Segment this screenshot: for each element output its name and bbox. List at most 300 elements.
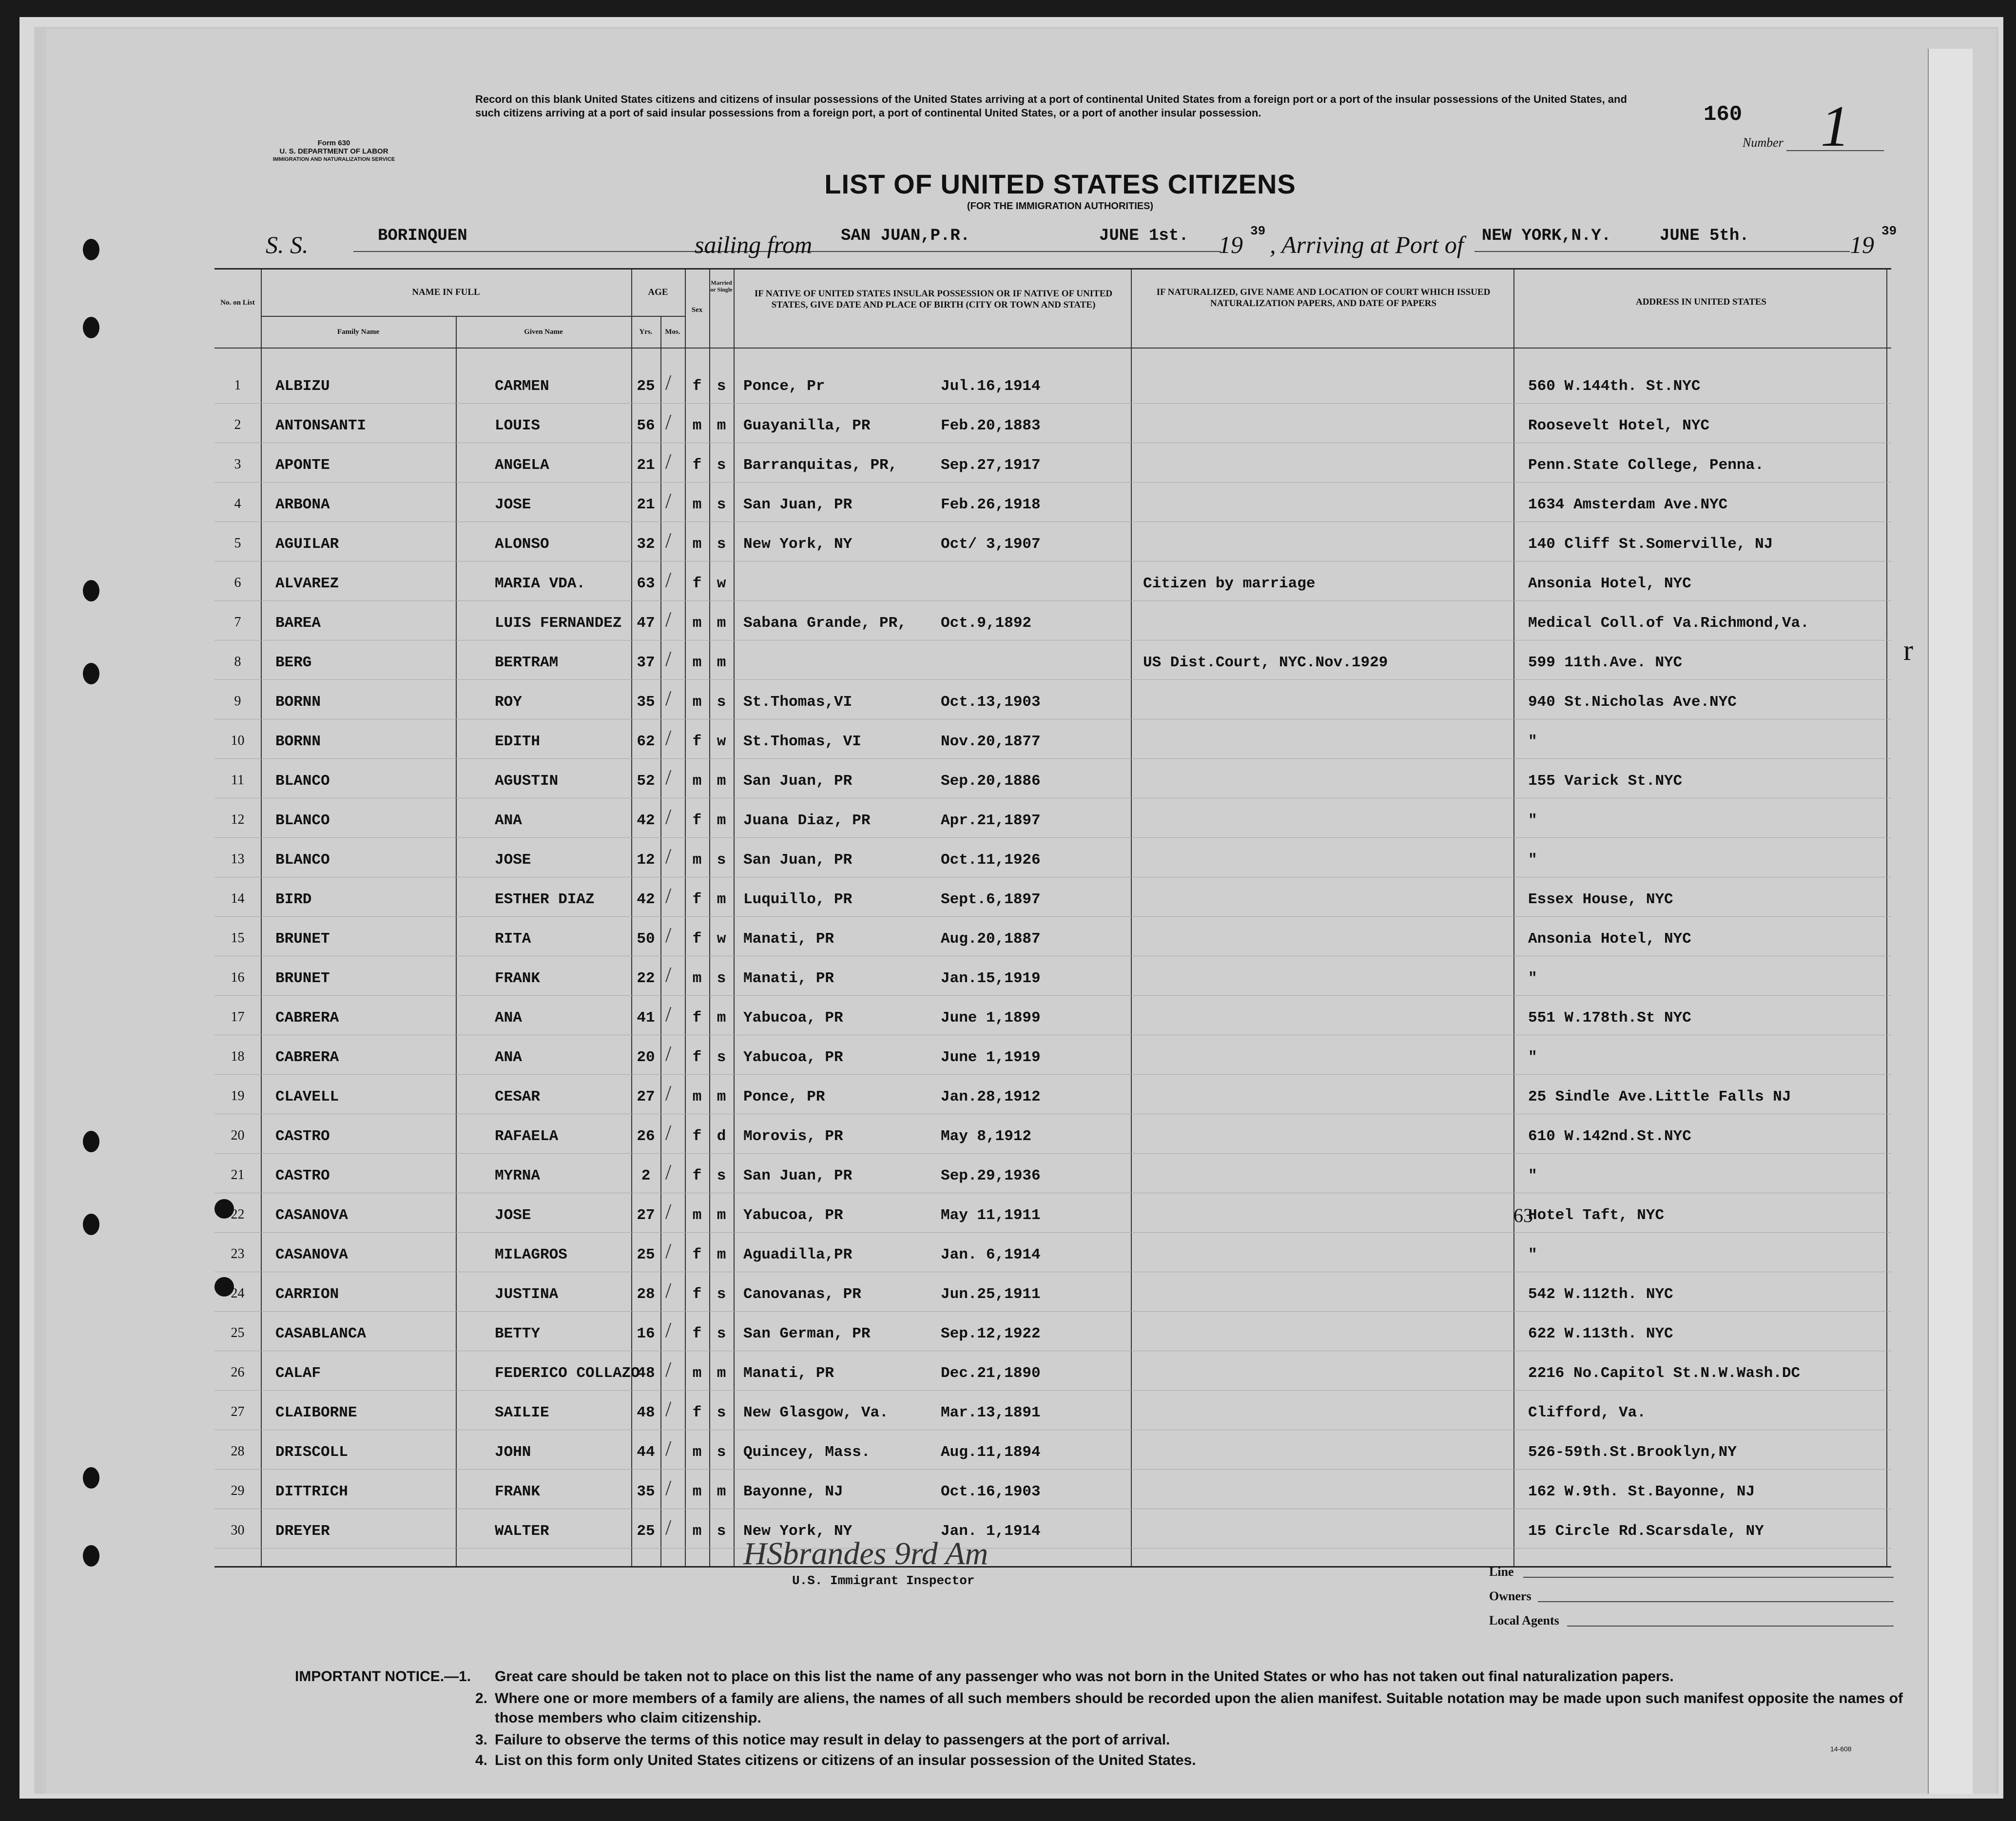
sail-year: 39 [1250, 224, 1266, 238]
cell-date: Jul.16,1914 [941, 378, 1041, 395]
cell-yrs: 20 [637, 1049, 655, 1066]
cell-family: DREYER [275, 1523, 330, 1540]
cell-ms: w [717, 930, 726, 948]
cell-addr: 1634 Amsterdam Ave.NYC [1528, 496, 1728, 513]
cell-addr: Hotel Taft, NYC [1528, 1207, 1665, 1224]
cell-yrs: 12 [637, 852, 655, 869]
cell-sex: m [692, 654, 702, 671]
cell-no: 23 [231, 1246, 245, 1261]
cell-given: ROY [495, 694, 522, 711]
manifest-sheet [46, 29, 1996, 1794]
cell-date: Jan.28,1912 [941, 1088, 1041, 1105]
cell-addr: " [1528, 812, 1537, 829]
header-given: Given Name [524, 328, 563, 336]
cell-yrs: 25 [637, 1246, 655, 1263]
tally-mark: / [665, 1515, 672, 1539]
cell-date: Jan.15,1919 [941, 970, 1041, 987]
cell-addr: Clifford, Va. [1528, 1404, 1646, 1421]
notice-title: IMPORTANT NOTICE.—1. [295, 1668, 471, 1685]
cell-family: CASABLANCA [275, 1325, 367, 1342]
cell-given: ALONSO [495, 536, 549, 553]
table-row [214, 604, 1891, 642]
cell-family: CASANOVA [275, 1207, 348, 1224]
cell-ms: m [717, 1009, 726, 1027]
cell-ms: s [717, 1523, 726, 1540]
cell-ms: s [717, 1286, 726, 1303]
cell-given: FRANK [495, 970, 541, 987]
cell-ms: m [717, 812, 726, 829]
cell-date: Aug.20,1887 [941, 930, 1041, 948]
cell-given: LOUIS [495, 417, 541, 434]
cell-addr: 560 W.144th. St.NYC [1528, 378, 1701, 395]
cell-family: CLAIBORNE [275, 1404, 357, 1421]
notice-item: 3. Failure to observe the terms of this notice may result in delay to passengers at the port of arrival. [475, 1732, 1170, 1748]
tally-mark: / [665, 1002, 672, 1026]
cell-ms: m [717, 1088, 726, 1105]
header-sex: Sex [691, 306, 703, 314]
cell-place: Sabana Grande, PR, [743, 615, 907, 632]
row-rule [214, 758, 1891, 759]
cell-addr: " [1528, 1246, 1537, 1263]
cell-place: Yabucoa, PR [743, 1207, 843, 1224]
cell-place: Manati, PR [743, 1365, 834, 1382]
cell-date: May 11,1911 [941, 1207, 1041, 1224]
table-row [214, 1117, 1891, 1155]
cell-date: June 1,1919 [941, 1049, 1041, 1066]
tally-mark: / [665, 963, 672, 987]
service-name: IMMIGRATION AND NATURALIZATION SERVICE [272, 156, 395, 162]
tally-mark: / [665, 805, 672, 829]
cell-addr: " [1528, 733, 1537, 750]
cell-sex: m [692, 694, 702, 711]
row-rule [214, 1074, 1891, 1075]
cell-date: Sep.29,1936 [941, 1167, 1041, 1184]
cell-addr: Essex House, NYC [1528, 891, 1673, 908]
cell-family: ALVAREZ [275, 575, 339, 592]
cell-date: May 8,1912 [941, 1128, 1032, 1145]
cell-place: Ponce, Pr [743, 378, 825, 395]
table-row [214, 841, 1891, 879]
cell-ms: s [717, 496, 726, 513]
cell-ms: s [717, 1049, 726, 1066]
arriving-label: , Arriving at Port of [1270, 231, 1464, 258]
punch-hole [83, 239, 99, 260]
table-row [214, 1394, 1891, 1432]
cell-no: 12 [231, 812, 245, 827]
cell-given: MYRNA [495, 1167, 541, 1184]
cell-addr: Ansonia Hotel, NYC [1528, 930, 1691, 948]
cell-ms: m [717, 1483, 726, 1500]
cell-yrs: 26 [637, 1128, 655, 1145]
cell-yrs: 35 [637, 694, 655, 711]
cell-given: LUIS FERNANDEZ [495, 615, 622, 632]
cell-no: 7 [234, 615, 241, 630]
header-mos: Mos. [665, 328, 680, 336]
punch-hole [83, 1131, 99, 1152]
arrival-year-prefix: 19 [1850, 231, 1874, 258]
cell-date: Mar.13,1891 [941, 1404, 1041, 1421]
cell-addr: " [1528, 970, 1537, 987]
row-rule [214, 679, 1891, 680]
cell-family: BRUNET [275, 930, 330, 948]
owners-underline [1538, 1601, 1894, 1602]
cell-family: DRISCOLL [275, 1444, 348, 1461]
agents-label: Local Agents [1489, 1613, 1559, 1627]
cell-place: Ponce, PR [743, 1088, 825, 1105]
cell-family: APONTE [275, 457, 330, 474]
cell-family: BIRD [275, 891, 312, 908]
agents-underline [1567, 1626, 1894, 1627]
cell-yrs: 48 [637, 1404, 655, 1421]
tally-mark: / [665, 410, 672, 434]
cell-yrs: 52 [637, 773, 655, 790]
header-marital: Married or Single [710, 279, 733, 293]
row-rule [214, 1311, 1891, 1312]
cell-family: BLANCO [275, 773, 330, 790]
page-title: LIST OF UNITED STATES CITIZENS [824, 169, 1296, 199]
cell-yrs: 27 [637, 1207, 655, 1224]
cell-no: 13 [231, 852, 245, 867]
table-row [214, 485, 1891, 523]
cell-family: CASTRO [275, 1128, 330, 1145]
cell-place: St.Thomas, VI [743, 733, 861, 750]
cell-ms: m [717, 1365, 726, 1382]
header-address: ADDRESS IN UNITED STATES [1635, 297, 1766, 307]
cell-given: RAFAELA [495, 1128, 559, 1145]
notice-item: 2. Where one or more members of a family are aliens, the names of all such members should be recorded upon the alien manifest. Suitable notation may be made upon such manifest opposite the names of those members who claim citizenship. [475, 1690, 1903, 1726]
tally-mark: / [665, 568, 672, 592]
table-row [214, 1038, 1891, 1076]
cell-family: CALAF [275, 1365, 321, 1382]
stock-code: 14-608 [1830, 1745, 1852, 1753]
cell-no: 15 [231, 930, 245, 946]
cell-yrs: 48 [637, 1365, 655, 1382]
row-rule [214, 561, 1891, 562]
cell-sex: m [692, 1483, 702, 1500]
tally-mark: / [665, 1042, 672, 1065]
tally-mark: / [665, 1436, 672, 1460]
cell-ms: s [717, 536, 726, 553]
cell-given: BERTRAM [495, 654, 559, 671]
cell-yrs: 25 [637, 1523, 655, 1540]
tally-mark: / [665, 1476, 672, 1500]
cell-place: Manati, PR [743, 930, 834, 948]
punch-hole [83, 1545, 99, 1567]
tally-mark: / [665, 489, 672, 513]
cell-date: Jan. 6,1914 [941, 1246, 1041, 1263]
table-row [214, 880, 1891, 918]
cell-ms: m [717, 1246, 726, 1263]
cell-addr: " [1528, 1167, 1537, 1184]
row-rule [214, 1232, 1891, 1233]
cell-ms: s [717, 457, 726, 474]
cell-sex: f [692, 1246, 702, 1263]
arrival-year: 39 [1881, 224, 1897, 238]
cell-sex: f [692, 891, 702, 908]
cell-family: CASANOVA [275, 1246, 348, 1263]
notice-item: 4. List on this form only United States citizens or citizens of an insular possession of the United States. [475, 1752, 1196, 1768]
cell-addr: Penn.State College, Penna. [1528, 457, 1764, 474]
tally-mark: / [665, 1121, 672, 1144]
header-yrs: Yrs. [639, 328, 653, 336]
cell-addr: 162 W.9th. St.Bayonne, NJ [1528, 1483, 1755, 1500]
cell-no: 24 [231, 1286, 245, 1301]
cell-family: BAREA [275, 615, 321, 632]
table-row [214, 722, 1891, 760]
cell-no: 19 [231, 1088, 245, 1104]
cell-family: CABRERA [275, 1049, 339, 1066]
row-rule [214, 1153, 1891, 1154]
cell-place: Yabucoa, PR [743, 1009, 843, 1027]
cell-given: AGUSTIN [495, 773, 559, 790]
cell-yrs: 63 [637, 575, 655, 592]
cell-sex: f [692, 1167, 702, 1184]
number-handwritten: 1 [1821, 94, 1850, 158]
cell-yrs: 56 [637, 417, 655, 434]
table-row [214, 367, 1891, 405]
cell-given: JOHN [495, 1444, 531, 1461]
cell-place: New York, NY [743, 536, 853, 553]
line-label: Line [1489, 1565, 1514, 1579]
tally-mark: / [665, 1239, 672, 1263]
cell-sex: m [692, 1207, 702, 1224]
cell-yrs: 50 [637, 930, 655, 948]
cell-sex: m [692, 615, 702, 632]
cell-given: ANA [495, 812, 522, 829]
cell-sex: m [692, 496, 702, 513]
cell-place: Morovis, PR [743, 1128, 843, 1145]
cell-yrs: 2 [641, 1167, 651, 1184]
table-row [214, 1315, 1891, 1353]
cell-date: Nov.20,1877 [941, 733, 1041, 750]
cell-addr: Roosevelt Hotel, NYC [1528, 417, 1710, 434]
cell-yrs: 42 [637, 891, 655, 908]
tally-mark: / [665, 1279, 672, 1302]
stamp-number: 160 [1704, 102, 1743, 127]
cell-family: CLAVELL [275, 1088, 339, 1105]
header-age: AGE [648, 287, 668, 297]
ship-underline [353, 251, 909, 252]
table-row [214, 643, 1891, 681]
tally-mark: / [665, 844, 672, 868]
cell-no: 27 [231, 1404, 245, 1419]
cell-place: San Juan, PR [743, 1167, 853, 1184]
tally-mark: / [665, 686, 672, 710]
cell-yrs: 62 [637, 733, 655, 750]
arrival-date-underline [1660, 251, 1850, 252]
tally-mark: / [665, 370, 672, 394]
table-row [214, 683, 1891, 721]
cell-yrs: 21 [637, 496, 655, 513]
tally-mark: / [665, 1357, 672, 1381]
cell-no: 21 [231, 1167, 245, 1182]
passenger-table [214, 268, 1891, 1568]
cell-addr: 551 W.178th.St NYC [1528, 1009, 1691, 1027]
year-prefix: 19 [1219, 231, 1243, 258]
cell-ms: s [717, 970, 726, 987]
cell-given: JOSE [495, 852, 531, 869]
cell-family: ALBIZU [275, 378, 330, 395]
voyage-line [266, 224, 1897, 261]
cell-family: BLANCO [275, 812, 330, 829]
table-row [214, 1275, 1891, 1313]
table-row [214, 762, 1891, 800]
cell-sex: f [692, 1009, 702, 1027]
cell-ms: s [717, 852, 726, 869]
row-rule [214, 1548, 1891, 1549]
cell-no: 10 [231, 733, 245, 748]
cell-sex: f [692, 1049, 702, 1066]
cell-no: 28 [231, 1444, 245, 1459]
tally-mark: / [665, 1318, 672, 1342]
cell-place: San German, PR [743, 1325, 871, 1342]
table-row [214, 801, 1891, 839]
cell-date: Oct.13,1903 [941, 694, 1041, 711]
row-rule [214, 1469, 1891, 1470]
page-subtitle: (FOR THE IMMIGRATION AUTHORITIES) [967, 201, 1154, 212]
cell-no: 11 [231, 773, 244, 788]
inspector-signature: HSbrandes 9rd Am [743, 1536, 989, 1571]
cell-family: CASTRO [275, 1167, 330, 1184]
cell-sex: f [692, 930, 702, 948]
punch-hole [83, 663, 99, 684]
cell-yrs: 21 [637, 457, 655, 474]
cell-given: MARIA VDA. [495, 575, 586, 592]
cell-place: San Juan, PR [743, 773, 853, 790]
cell-ms: s [717, 1325, 726, 1342]
cell-ms: m [717, 417, 726, 434]
tally-mark: / [665, 647, 672, 671]
table-row [214, 1512, 1891, 1550]
form-identification [227, 139, 441, 164]
table-row [214, 1236, 1891, 1274]
header-birth: IF NATIVE OF UNITED STATES INSULAR POSSESSION OR IF NATIVE OF UNITED STATES, GIVE DATE AND PLACE OF BIRTH (CITY OR TOWN AND STATE) [754, 289, 1113, 310]
cell-sex: f [692, 1404, 702, 1421]
cell-given: ANA [495, 1049, 522, 1066]
number-label: Number [1743, 136, 1783, 150]
cell-yrs: 32 [637, 536, 655, 553]
cell-sex: f [692, 812, 702, 829]
cell-place: Juana Diaz, PR [743, 812, 871, 829]
cell-addr: 610 W.142nd.St.NYC [1528, 1128, 1691, 1145]
header-family: Family Name [337, 328, 380, 336]
cell-place: Manati, PR [743, 970, 834, 987]
cell-date: June 1,1899 [941, 1009, 1041, 1027]
cell-place: San Juan, PR [743, 852, 853, 869]
tally-mark: / [665, 1200, 672, 1223]
cell-addr: 140 Cliff St.Somerville, NJ [1528, 536, 1773, 553]
cell-given: EDITH [495, 733, 541, 750]
sailing-label: sailing from [695, 231, 813, 258]
margin-check-mark: r [1903, 634, 1913, 666]
cell-yrs: 16 [637, 1325, 655, 1342]
header-bottom-rule [214, 348, 1891, 349]
cell-addr: 15 Circle Rd.Scarsdale, NY [1528, 1523, 1764, 1540]
cell-given: ANA [495, 1009, 522, 1027]
cell-date: Feb.20,1883 [941, 417, 1041, 434]
header-name: NAME IN FULL [412, 287, 480, 297]
sail-date: JUNE 1st. [1099, 227, 1189, 245]
cell-ms: s [717, 378, 726, 395]
cell-place: Bayonne, NJ [743, 1483, 843, 1500]
cell-given: MILAGROS [495, 1246, 567, 1263]
cell-date: Aug.11,1894 [941, 1444, 1041, 1461]
punch-hole [83, 1214, 99, 1235]
cell-addr: 155 Varick St.NYC [1528, 773, 1683, 790]
cell-family: ANTONSANTI [275, 417, 367, 434]
cell-sex: m [692, 417, 702, 434]
cell-family: BORNN [275, 733, 321, 750]
cell-yrs: 35 [637, 1483, 655, 1500]
punch-hole [83, 580, 99, 601]
cell-yrs: 37 [637, 654, 655, 671]
cell-date: Sep.27,1917 [941, 457, 1041, 474]
row-rule [214, 403, 1891, 404]
cell-no: 8 [234, 654, 241, 669]
owners-label: Owners [1489, 1589, 1531, 1603]
cell-given: FEDERICO COLLAZO [495, 1365, 640, 1382]
cell-date: Sep.20,1886 [941, 773, 1041, 790]
arrival-underline [1474, 251, 1660, 252]
cell-ms: m [717, 891, 726, 908]
cell-given: ESTHER DIAZ [495, 891, 595, 908]
tally-mark: / [665, 449, 672, 473]
cell-yrs: 41 [637, 1009, 655, 1027]
cell-sex: f [692, 378, 702, 395]
cell-date: Sept.6,1897 [941, 891, 1041, 908]
row-rule [214, 837, 1891, 838]
cell-no: 17 [231, 1009, 245, 1025]
cell-given: BETTY [495, 1325, 541, 1342]
cell-yrs: 25 [637, 378, 655, 395]
cell-date: Oct.11,1926 [941, 852, 1041, 869]
cell-family: BLANCO [275, 852, 330, 869]
table-row [214, 920, 1891, 958]
table-row [214, 959, 1891, 997]
cell-sex: f [692, 1128, 702, 1145]
header-naturalized: IF NATURALIZED, GIVE NAME AND LOCATION OF COURT WHICH ISSUED NATURALIZATION PAPERS, AND DATE OF PAPERS [1156, 287, 1491, 309]
cell-family: ARBONA [275, 496, 330, 513]
cell-place: New Glasgow, Va. [743, 1404, 889, 1421]
table-row [214, 525, 1891, 563]
cell-date: Oct/ 3,1907 [941, 536, 1041, 553]
cell-given: CARMEN [495, 378, 549, 395]
cell-date: Oct.16,1903 [941, 1483, 1041, 1500]
cell-no: 29 [231, 1483, 245, 1498]
cell-sex: m [692, 1444, 702, 1461]
cell-family: BRUNET [275, 970, 330, 987]
cell-ms: m [717, 1207, 726, 1224]
table-row [214, 407, 1891, 445]
cell-given: ANGELA [495, 457, 549, 474]
form-preamble: Record on this blank United States citizens and citizens of insular possessions of the United States arriving at a port of continental United States from a foreign port or a port of the insular possessions of the United States, and such citizens arriving at a port of said insular possessions from a foreign port, a port of continental United States, or a port of another insular possession. [475, 93, 1627, 119]
table-row [214, 1354, 1891, 1392]
cell-place: Guayanilla, PR [743, 417, 871, 434]
cell-no: 18 [231, 1049, 245, 1064]
cell-yrs: 42 [637, 812, 655, 829]
cell-yrs: 44 [637, 1444, 655, 1461]
cell-ms: s [717, 1404, 726, 1421]
cell-date: Apr.21,1897 [941, 812, 1041, 829]
row-rule [214, 916, 1891, 917]
cell-ms: s [717, 1444, 726, 1461]
date-underline [1065, 251, 1221, 252]
cell-no: 4 [234, 496, 241, 511]
cell-nat: US Dist.Court, NYC.Nov.1929 [1143, 654, 1388, 671]
header-no: No. on List [220, 299, 255, 307]
tally-mark: / [665, 1397, 672, 1421]
cell-place: New York, NY [743, 1523, 853, 1540]
